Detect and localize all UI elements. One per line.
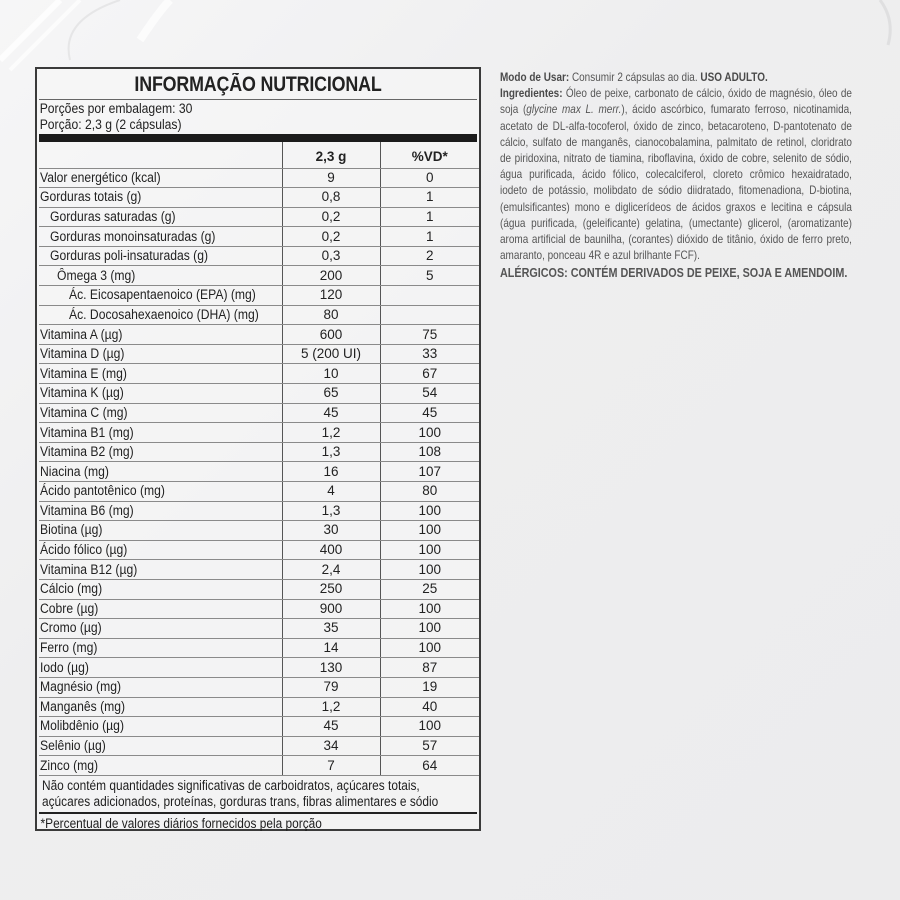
nutrient-quantity: 120 [282, 286, 380, 306]
nutrient-name [39, 207, 282, 227]
nutrient-name-text: Vitamina B2 (mg) [40, 444, 134, 460]
nutrient-daily-value [380, 286, 479, 306]
nutrient-name-text: Niacina (mg) [40, 463, 109, 479]
nutrient-name [39, 579, 282, 599]
not-significant-line-1: Não contém quantidades significativas de carboidratos, açúcares totais, [42, 777, 420, 793]
nutrient-daily-value: 54 [380, 384, 479, 404]
nutrient-daily-value: 87 [380, 658, 479, 678]
nutrient-name [39, 423, 282, 443]
nutrition-table [39, 142, 479, 776]
nutrient-quantity: 4 [282, 482, 380, 502]
table-row [39, 442, 479, 462]
usage-text: Consumir 2 cápsulas ao dia. [569, 70, 701, 84]
nutrient-daily-value: 108 [380, 442, 479, 462]
table-row [39, 501, 479, 521]
nutrient-name-text: Cálcio (mg) [40, 581, 103, 597]
table-row [39, 697, 479, 717]
nutrient-name [39, 736, 282, 756]
table-row [39, 560, 479, 580]
nutrient-name [39, 638, 282, 658]
table-row [39, 403, 479, 423]
nutrient-name-text: Selênio (µg) [40, 738, 106, 754]
nutrient-name-text: Vitamina K (µg) [40, 385, 124, 401]
nutrient-name-text: Vitamina E (mg) [40, 365, 127, 381]
nutrient-daily-value: 1 [380, 207, 479, 227]
table-row [39, 168, 479, 188]
nutrient-quantity: 400 [282, 540, 380, 560]
table-row [39, 756, 479, 776]
nutrient-quantity: 1,3 [282, 442, 380, 462]
nutrient-quantity: 130 [282, 658, 380, 678]
nutrient-daily-value: 107 [380, 462, 479, 482]
nutrient-quantity: 0,8 [282, 188, 380, 208]
nutrient-name-text: Gorduras saturadas (g) [50, 208, 176, 224]
nutrient-name-text: Biotina (µg) [40, 522, 103, 538]
table-row [39, 246, 479, 266]
nutrient-daily-value: 100 [380, 638, 479, 658]
table-row [39, 344, 479, 364]
table-row [39, 482, 479, 502]
nutrient-quantity: 1,2 [282, 423, 380, 443]
nutrient-quantity: 14 [282, 638, 380, 658]
nutrient-daily-value [380, 305, 479, 325]
nutrient-daily-value: 100 [380, 619, 479, 639]
nutrient-quantity: 65 [282, 384, 380, 404]
nutrient-name-text: Cobre (µg) [40, 600, 99, 616]
nutrient-name [39, 246, 282, 266]
nutrient-quantity: 1,3 [282, 501, 380, 521]
nutrient-name-text: Zinco (mg) [40, 757, 99, 773]
nutrient-quantity: 7 [282, 756, 380, 776]
nutrient-name-text: Ômega 3 (mg) [57, 267, 136, 283]
nutrient-daily-value: 40 [380, 697, 479, 717]
nutrient-daily-value: 1 [380, 188, 479, 208]
table-row [39, 717, 479, 737]
table-row [39, 423, 479, 443]
nutrient-name [39, 403, 282, 423]
column-header-quantity: 2,3 g [282, 142, 380, 168]
nutrient-quantity: 0,3 [282, 246, 380, 266]
nutrient-daily-value: 100 [380, 521, 479, 541]
table-row [39, 207, 479, 227]
nutrient-daily-value: 100 [380, 560, 479, 580]
ingredients [500, 85, 852, 263]
nutrient-name-text: Ácido fólico (µg) [40, 542, 128, 558]
table-row [39, 266, 479, 286]
usage-instructions [500, 69, 852, 85]
allergens-warning: ALÉRGICOS: CONTÉM DERIVADOS DE PEIXE, SOJA E AMENDOIM. [500, 265, 848, 281]
nutrient-daily-value: 100 [380, 423, 479, 443]
nutrient-daily-value: 0 [380, 168, 479, 188]
nutrient-daily-value: 67 [380, 364, 479, 384]
nutrient-name-text: Gorduras poli-insaturadas (g) [50, 248, 209, 264]
nutrient-daily-value: 33 [380, 344, 479, 364]
table-row [39, 286, 479, 306]
nutrient-quantity: 35 [282, 619, 380, 639]
nutrient-name-text: Vitamina B6 (mg) [40, 502, 134, 518]
nutrient-name [39, 364, 282, 384]
nutrient-name [39, 442, 282, 462]
nutrient-daily-value: 57 [380, 736, 479, 756]
nutrient-name [39, 540, 282, 560]
nutrient-name [39, 521, 282, 541]
nutrient-name-text: Ácido pantotênico (mg) [40, 483, 165, 499]
serving-size: Porção: 2,3 g (2 cápsulas) [39, 117, 182, 132]
not-significant-line-2: açúcares adicionados, proteínas, gorduras trans, fibras alimentares e sódio [42, 793, 439, 809]
nutrient-name-text: Gorduras monoinsaturadas (g) [50, 228, 216, 244]
nutrient-name-text: Manganês (mg) [40, 698, 126, 714]
nutrient-name [39, 697, 282, 717]
nutrient-name [39, 482, 282, 502]
nutrition-table-body [39, 168, 479, 775]
nutrient-name-text: Gorduras totais (g) [40, 189, 142, 205]
nutrient-name [39, 599, 282, 619]
nutrient-quantity: 45 [282, 403, 380, 423]
table-row [39, 599, 479, 619]
nutrient-daily-value: 100 [380, 501, 479, 521]
nutrient-daily-value: 64 [380, 756, 479, 776]
nutrient-name [39, 677, 282, 697]
nutrient-quantity: 34 [282, 736, 380, 756]
table-row [39, 364, 479, 384]
nutrient-quantity: 30 [282, 521, 380, 541]
nutrient-name-text: Ác. Docosahexaenoico (DHA) (mg) [69, 306, 259, 322]
nutrient-name [39, 344, 282, 364]
nutrient-quantity: 200 [282, 266, 380, 286]
nutrient-quantity: 600 [282, 325, 380, 345]
nutrient-quantity: 79 [282, 677, 380, 697]
nutrient-quantity: 45 [282, 717, 380, 737]
table-row [39, 736, 479, 756]
nutrient-quantity: 10 [282, 364, 380, 384]
table-row [39, 619, 479, 639]
label-title: INFORMAÇÃO NUTRICIONAL [134, 73, 382, 96]
nutrient-name [39, 188, 282, 208]
column-header-nutrient [39, 142, 282, 168]
nutrient-name-text: Vitamina C (mg) [40, 404, 128, 420]
nutrient-quantity: 250 [282, 579, 380, 599]
nutrient-name-text: Iodo (µg) [40, 659, 89, 675]
nutrient-name [39, 286, 282, 306]
nutrient-name-text: Ác. Eicosapentaenoico (EPA) (mg) [69, 287, 256, 303]
ingredients-text-1: Óleo de peixe, carbonato de cálcio, óxido de magnésio, óleo de soja ( [500, 86, 852, 117]
nutrition-facts-label [35, 67, 481, 831]
nutrient-quantity: 0,2 [282, 207, 380, 227]
nutrient-daily-value: 19 [380, 677, 479, 697]
nutrient-daily-value: 100 [380, 599, 479, 619]
table-row [39, 638, 479, 658]
nutrient-name [39, 305, 282, 325]
nutrient-name-text: Vitamina B1 (mg) [40, 424, 134, 440]
table-row [39, 384, 479, 404]
table-row [39, 188, 479, 208]
column-header-daily-value: %VD* [380, 142, 479, 168]
nutrient-quantity: 16 [282, 462, 380, 482]
ingredients-scientific-name: glycine max L. merr. [526, 102, 622, 117]
servings-per-package: Porções por embalagem: 30 [39, 101, 193, 116]
nutrient-name-text: Vitamina A (µg) [40, 326, 123, 342]
nutrient-daily-value: 25 [380, 579, 479, 599]
nutrient-name-text: Vitamina B12 (µg) [40, 561, 138, 577]
nutrient-name [39, 501, 282, 521]
ingredients-label: Ingredientes: [500, 86, 563, 101]
nutrient-daily-value: 100 [380, 540, 479, 560]
table-row [39, 462, 479, 482]
table-row [39, 325, 479, 345]
table-header-row [39, 142, 479, 168]
nutrient-name [39, 619, 282, 639]
usage-adult: USO ADULTO. [700, 70, 768, 84]
nutrient-name [39, 560, 282, 580]
nutrient-daily-value: 80 [380, 482, 479, 502]
nutrient-daily-value: 45 [380, 403, 479, 423]
nutrient-name-text: Cromo (µg) [40, 620, 102, 636]
not-significant-note [39, 776, 477, 814]
nutrient-name [39, 462, 282, 482]
nutrient-name [39, 717, 282, 737]
nutrient-name [39, 168, 282, 188]
table-row [39, 677, 479, 697]
nutrient-quantity: 80 [282, 305, 380, 325]
nutrient-daily-value: 5 [380, 266, 479, 286]
usage-label: Modo de Usar: [500, 70, 570, 84]
daily-value-footnote: *Percentual de valores diários fornecidos pela porção [40, 815, 322, 831]
nutrient-name [39, 227, 282, 247]
table-row [39, 658, 479, 678]
nutrient-quantity: 2,4 [282, 560, 380, 580]
table-row [39, 540, 479, 560]
nutrient-name-text: Ferro (mg) [40, 640, 98, 656]
nutrient-daily-value: 75 [380, 325, 479, 345]
nutrient-name-text: Molibdênio (µg) [40, 718, 124, 734]
nutrient-name [39, 658, 282, 678]
nutrient-quantity: 5 (200 UI) [282, 344, 380, 364]
nutrient-daily-value: 2 [380, 246, 479, 266]
nutrient-quantity: 1,2 [282, 697, 380, 717]
table-row [39, 305, 479, 325]
nutrient-quantity: 0,2 [282, 227, 380, 247]
ingredients-text-2: ), ácido ascórbico, fumarato ferroso, nicotinamida, acetato de DL-alfa-tocoferol, óxido de zinco, betacaroteno, D-pantotenato de cálcio, sulfato de manganês, cianocobalamina, palmitato de retinol, cloridrato de piridoxina, nitrato de tiamina, riboflavina, óxido de cobre, selenito de sódio, água purificada, ácido fólico, colecalciferol, cloreto crômico hexaidratado, iodeto de potássio, molibdato de sódio diidratado, fitomenadiona, D-biotina, (emulsificantes) mono e diglicerídeos de ácidos graxos e lecitina e cápsula (água purificada, (geleificante) gelatina, (umectante) glicerol, (aromatizante) aroma artificial de baunilha, (corantes) dióxido de titânio, óxido de ferro preto, amaranto, ponceau 4R e azul brilhante FCF). [500, 102, 852, 263]
nutrient-quantity: 900 [282, 599, 380, 619]
nutrient-name-text: Valor energético (kcal) [40, 169, 161, 185]
nutrient-quantity: 9 [282, 168, 380, 188]
nutrient-name [39, 384, 282, 404]
nutrient-name-text: Vitamina D (µg) [40, 346, 125, 362]
nutrient-name [39, 756, 282, 776]
nutrient-name [39, 266, 282, 286]
table-row [39, 521, 479, 541]
product-info-text [500, 69, 852, 282]
table-row [39, 227, 479, 247]
nutrient-name-text: Magnésio (mg) [40, 679, 122, 695]
nutrient-name [39, 325, 282, 345]
table-row [39, 579, 479, 599]
thick-divider [39, 134, 477, 142]
nutrient-daily-value: 100 [380, 717, 479, 737]
nutrient-daily-value: 1 [380, 227, 479, 247]
